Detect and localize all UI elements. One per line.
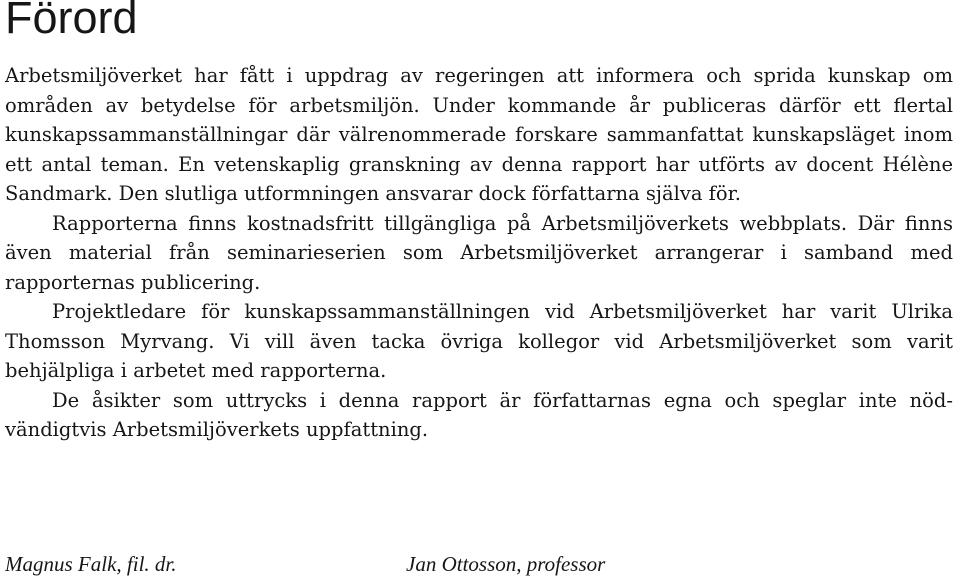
paragraph-intro: Arbetsmiljöverket har fått i uppdrag av regeringen att informera och sprida kunskap om områden av betydelse för arbetsmiljön. Under kommande år publiceras därför ett flertal kunskapssammanställningar där välrenommerade forskare sammanfattat kunskapsläget inom ett antal teman. En vetenskaplig granskning av denna rapport har utförts av docent Hélène Sandmark. Den slutliga utformningen ansvarar dock författarna själva för. <box>5 64 953 205</box>
paragraph-disclaimer: De åsikter som uttrycks i denna rapport är författarnas egna och speglar inte nödvändigtvis Arbetsmiljöverkets uppfattning. <box>5 388 953 441</box>
page-title: Förord <box>5 0 138 43</box>
signature-first: Magnus Falk, fil. dr. <box>5 552 177 576</box>
signature-second: Jan Ottosson, professor <box>406 552 606 576</box>
paragraph-availability: Rapporterna finns kostnadsfritt tillgängliga på Arbetsmiljöverkets webbplats. Där finns även material från seminarieserien som Arbetsmiljöverket arrangerar i samband med rapporternas publicering. <box>5 211 953 294</box>
body-text <box>5 61 953 445</box>
paragraph-acknowledgements: Projektledare för kunskapssammanställningen vid Arbetsmiljöverket har varit Ulrika Thomsson Myrvang. Vi vill även tacka övriga kollegor vid Arbetsmiljöverket som varit behjälpliga i arbetet med rapporterna. <box>5 300 953 382</box>
document-page <box>5 0 953 579</box>
